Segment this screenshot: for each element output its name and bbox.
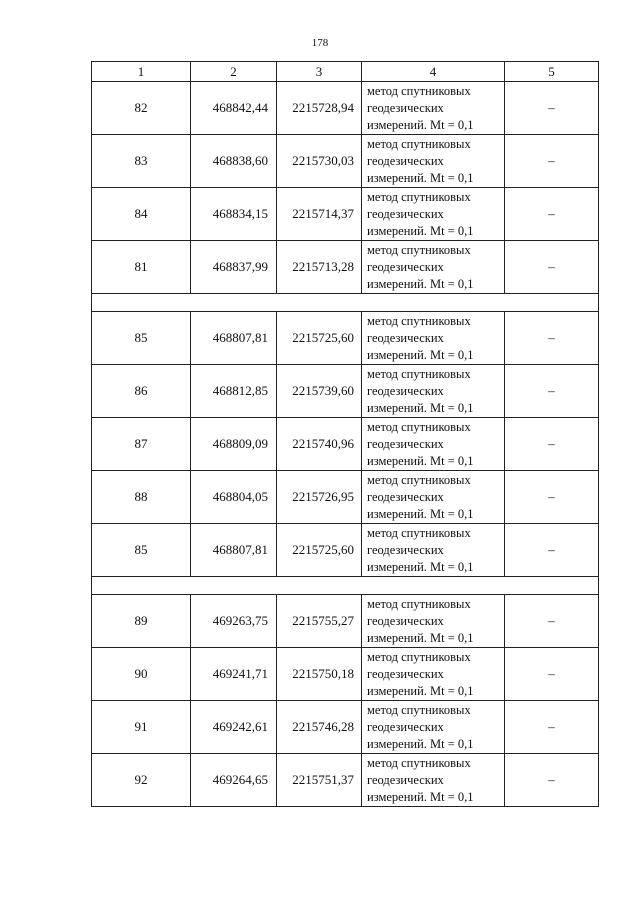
note-cell: –	[505, 648, 599, 701]
method-cell	[362, 648, 505, 701]
header-cell-2: 2	[191, 62, 277, 82]
y-coordinate-cell: 2215714,37	[277, 188, 362, 241]
group-separator-row	[92, 294, 599, 312]
table-row	[92, 241, 599, 294]
y-coordinate-cell: 2215728,94	[277, 82, 362, 135]
table-row	[92, 648, 599, 701]
point-number-cell: 91	[92, 701, 191, 754]
y-coordinate-cell: 2215726,95	[277, 471, 362, 524]
x-coordinate-cell: 469264,65	[191, 754, 277, 807]
header-cell-5: 5	[505, 62, 599, 82]
y-coordinate-cell: 2215746,28	[277, 701, 362, 754]
method-line: метод спутниковых	[367, 472, 471, 487]
method-line: геодезических	[367, 666, 444, 681]
note-cell: –	[505, 365, 599, 418]
table-row	[92, 471, 599, 524]
method-line: измерений. Mt = 0,1	[367, 347, 474, 362]
note-cell: –	[505, 82, 599, 135]
method-line: метод спутниковых	[367, 649, 471, 664]
note-cell: –	[505, 471, 599, 524]
y-coordinate-cell: 2215725,60	[277, 312, 362, 365]
method-cell	[362, 524, 505, 577]
method-line: метод спутниковых	[367, 136, 471, 151]
note-cell: –	[505, 524, 599, 577]
point-number-cell: 81	[92, 241, 191, 294]
method-line: метод спутниковых	[367, 83, 471, 98]
method-line: измерений. Mt = 0,1	[367, 170, 474, 185]
method-line: геодезических	[367, 436, 444, 451]
x-coordinate-cell: 468809,09	[191, 418, 277, 471]
method-line: метод спутниковых	[367, 755, 471, 770]
note-cell: –	[505, 754, 599, 807]
note-cell: –	[505, 595, 599, 648]
coordinates-table	[91, 61, 599, 807]
method-line: измерений. Mt = 0,1	[367, 683, 474, 698]
method-line: метод спутниковых	[367, 189, 471, 204]
method-line: измерений. Mt = 0,1	[367, 630, 474, 645]
x-coordinate-cell: 469241,71	[191, 648, 277, 701]
point-number-cell: 85	[92, 312, 191, 365]
method-line: метод спутниковых	[367, 313, 471, 328]
point-number-cell: 84	[92, 188, 191, 241]
table-row	[92, 82, 599, 135]
point-number-cell: 92	[92, 754, 191, 807]
table-row	[92, 188, 599, 241]
method-line: измерений. Mt = 0,1	[367, 559, 474, 574]
point-number-cell: 87	[92, 418, 191, 471]
x-coordinate-cell: 468842,44	[191, 82, 277, 135]
note-cell: –	[505, 418, 599, 471]
method-line: измерений. Mt = 0,1	[367, 400, 474, 415]
x-coordinate-cell: 468837,99	[191, 241, 277, 294]
x-coordinate-cell: 468804,05	[191, 471, 277, 524]
point-number-cell: 90	[92, 648, 191, 701]
method-line: геодезических	[367, 206, 444, 221]
note-cell: –	[505, 135, 599, 188]
x-coordinate-cell: 469242,61	[191, 701, 277, 754]
method-cell	[362, 241, 505, 294]
method-cell	[362, 135, 505, 188]
point-number-cell: 83	[92, 135, 191, 188]
x-coordinate-cell: 468838,60	[191, 135, 277, 188]
method-line: геодезических	[367, 489, 444, 504]
y-coordinate-cell: 2215730,03	[277, 135, 362, 188]
method-line: геодезических	[367, 613, 444, 628]
table-row	[92, 135, 599, 188]
method-line: геодезических	[367, 100, 444, 115]
point-number-cell: 86	[92, 365, 191, 418]
method-line: геодезических	[367, 719, 444, 734]
method-line: метод спутниковых	[367, 702, 471, 717]
group-separator-cell	[92, 294, 599, 312]
table-row	[92, 754, 599, 807]
method-line: метод спутниковых	[367, 596, 471, 611]
point-number-cell: 82	[92, 82, 191, 135]
method-line: геодезических	[367, 330, 444, 345]
table-row	[92, 701, 599, 754]
note-cell: –	[505, 241, 599, 294]
note-cell: –	[505, 701, 599, 754]
method-line: геодезических	[367, 153, 444, 168]
x-coordinate-cell: 468807,81	[191, 312, 277, 365]
method-line: измерений. Mt = 0,1	[367, 276, 474, 291]
group-separator-cell	[92, 577, 599, 595]
y-coordinate-cell: 2215740,96	[277, 418, 362, 471]
group-separator-row	[92, 577, 599, 595]
method-cell	[362, 754, 505, 807]
y-coordinate-cell: 2215750,18	[277, 648, 362, 701]
note-cell: –	[505, 312, 599, 365]
y-coordinate-cell: 2215751,37	[277, 754, 362, 807]
method-line: геодезических	[367, 772, 444, 787]
x-coordinate-cell: 468834,15	[191, 188, 277, 241]
method-line: измерений. Mt = 0,1	[367, 117, 474, 132]
y-coordinate-cell: 2215755,27	[277, 595, 362, 648]
y-coordinate-cell: 2215713,28	[277, 241, 362, 294]
method-cell	[362, 418, 505, 471]
method-line: измерений. Mt = 0,1	[367, 736, 474, 751]
point-number-cell: 85	[92, 524, 191, 577]
table-row	[92, 418, 599, 471]
method-cell	[362, 82, 505, 135]
header-row	[92, 62, 599, 82]
method-cell	[362, 701, 505, 754]
point-number-cell: 89	[92, 595, 191, 648]
point-number-cell: 88	[92, 471, 191, 524]
note-cell: –	[505, 188, 599, 241]
table-row	[92, 524, 599, 577]
method-line: геодезических	[367, 542, 444, 557]
method-line: метод спутниковых	[367, 366, 471, 381]
y-coordinate-cell: 2215725,60	[277, 524, 362, 577]
header-cell-3: 3	[277, 62, 362, 82]
method-cell	[362, 471, 505, 524]
method-line: измерений. Mt = 0,1	[367, 223, 474, 238]
x-coordinate-cell: 468807,81	[191, 524, 277, 577]
method-line: геодезических	[367, 259, 444, 274]
x-coordinate-cell: 469263,75	[191, 595, 277, 648]
header-cell-1: 1	[92, 62, 191, 82]
y-coordinate-cell: 2215739,60	[277, 365, 362, 418]
table-row	[92, 312, 599, 365]
method-cell	[362, 365, 505, 418]
method-cell	[362, 312, 505, 365]
page-number: 178	[311, 37, 329, 49]
header-cell-4: 4	[362, 62, 505, 82]
method-cell	[362, 595, 505, 648]
table-row	[92, 595, 599, 648]
table-row	[92, 365, 599, 418]
method-line: измерений. Mt = 0,1	[367, 453, 474, 468]
x-coordinate-cell: 468812,85	[191, 365, 277, 418]
method-line: геодезических	[367, 383, 444, 398]
method-line: метод спутниковых	[367, 419, 471, 434]
method-line: измерений. Mt = 0,1	[367, 506, 474, 521]
method-line: метод спутниковых	[367, 242, 471, 257]
table-body	[92, 82, 599, 807]
method-line: измерений. Mt = 0,1	[367, 789, 474, 804]
method-line: метод спутниковых	[367, 525, 471, 540]
method-cell	[362, 188, 505, 241]
